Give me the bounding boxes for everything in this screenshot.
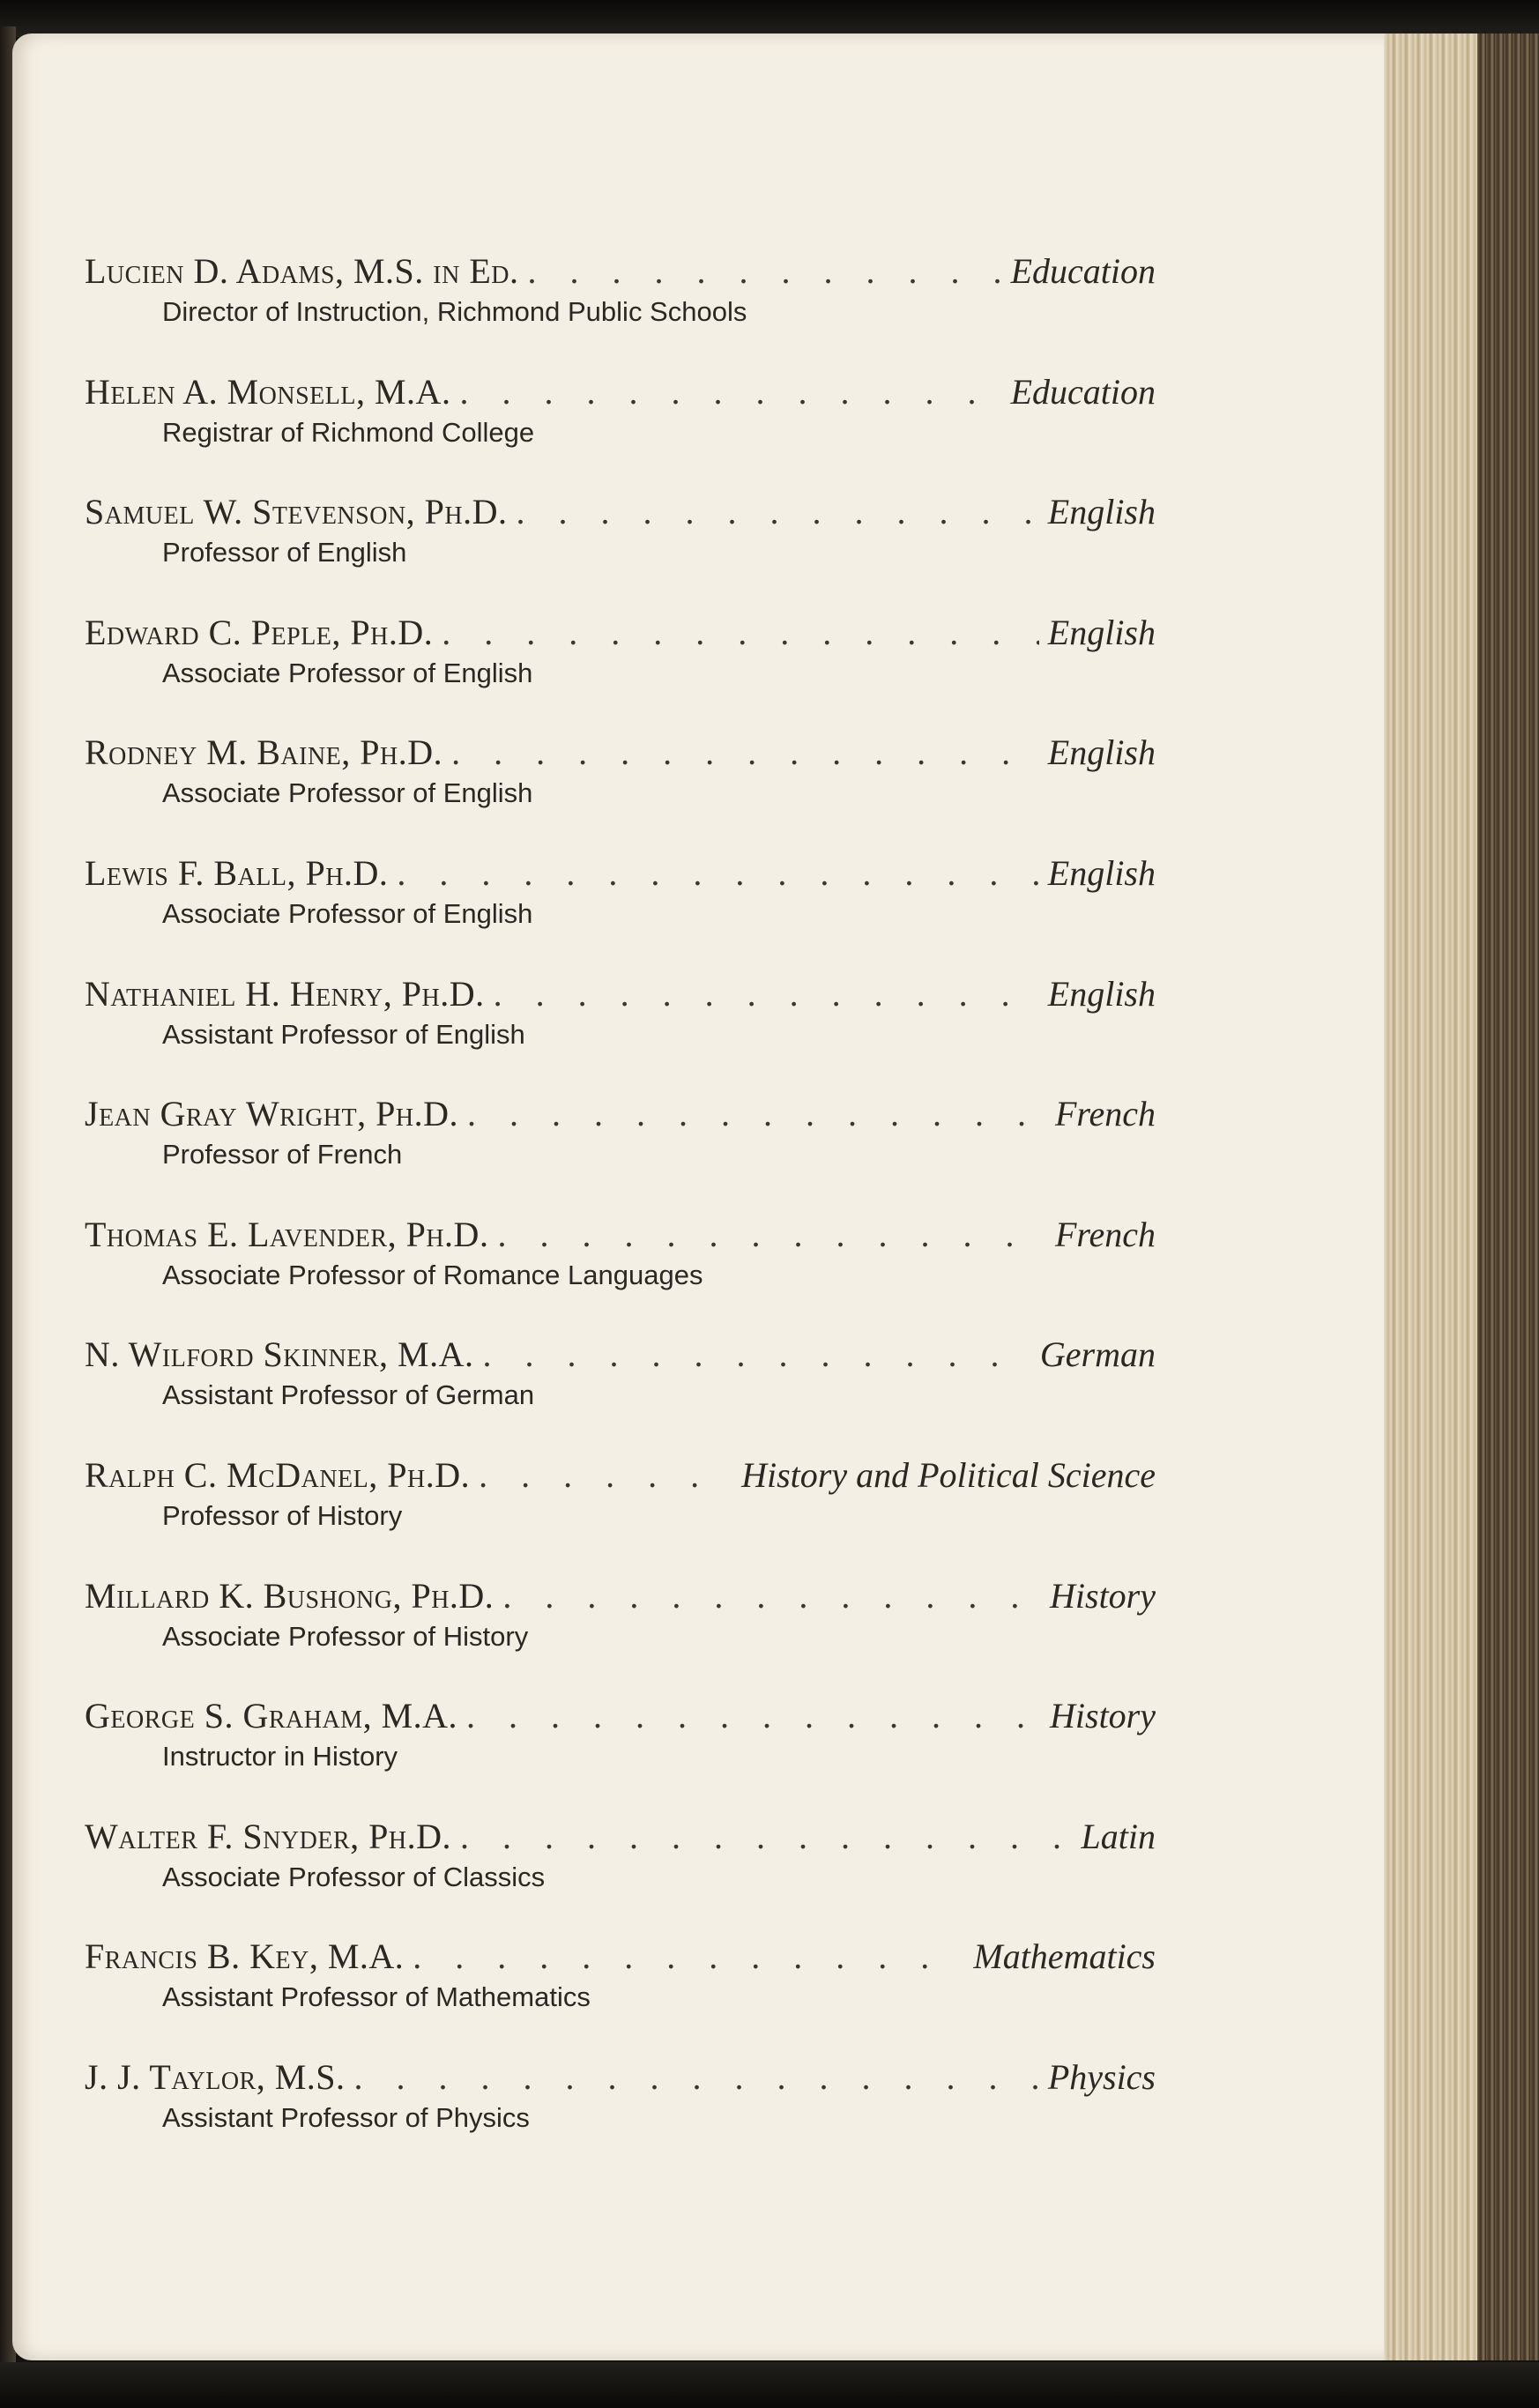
faculty-name: Samuel W. Stevenson, Ph.D. xyxy=(85,492,508,532)
faculty-name: Rodney M. Baine, Ph.D. xyxy=(85,732,443,773)
faculty-title: Professor of French xyxy=(162,1139,403,1171)
faculty-name: Edward C. Peple, Ph.D. xyxy=(85,612,434,652)
dot-leader xyxy=(451,730,1039,776)
dot-leader xyxy=(460,1814,1073,1860)
faculty-title: Assistant Professor of German xyxy=(162,1379,535,1411)
faculty-name: Ralph C. McDanel, Ph.D. xyxy=(85,1454,471,1495)
faculty-title: Associate Professor of English xyxy=(162,897,533,929)
faculty-title: Associate Professor of English xyxy=(162,657,533,688)
dot-leader xyxy=(527,249,1001,294)
faculty-entry xyxy=(85,971,1156,1092)
faculty-department: English xyxy=(1047,852,1156,893)
dot-leader xyxy=(483,1332,1031,1378)
faculty-department: French xyxy=(1054,1094,1156,1134)
faculty-name: J. J. Taylor, M.S. xyxy=(85,2056,346,2097)
dot-leader xyxy=(494,971,1039,1017)
dot-leader xyxy=(467,1091,1046,1137)
faculty-department: History and Political Science xyxy=(741,1454,1156,1495)
faculty-entry xyxy=(85,730,1156,851)
faculty-entry xyxy=(85,369,1156,490)
faculty-department: Education xyxy=(1010,371,1156,412)
faculty-entry xyxy=(85,1332,1156,1453)
faculty-title: Director of Instruction, Richmond Public Schools xyxy=(162,296,747,327)
faculty-entry xyxy=(85,1212,1156,1333)
faculty-title: Associate Professor of History xyxy=(162,1620,529,1652)
faculty-title: Assistant Professor of English xyxy=(162,1018,525,1050)
faculty-department: English xyxy=(1047,612,1156,652)
faculty-department: History xyxy=(1050,1696,1156,1736)
faculty-name: Nathaniel H. Henry, Ph.D. xyxy=(85,973,485,1014)
faculty-name: George S. Graham, M.A. xyxy=(85,1696,458,1736)
faculty-entry xyxy=(85,1573,1156,1694)
faculty-department: French xyxy=(1054,1214,1156,1254)
faculty-title: Professor of English xyxy=(162,537,407,569)
faculty-list xyxy=(85,249,1156,2175)
dot-leader xyxy=(354,2055,1039,2100)
scan-bottom-border xyxy=(0,2362,1539,2408)
faculty-entry xyxy=(85,1814,1156,1935)
faculty-department: Latin xyxy=(1081,1816,1156,1856)
dot-leader xyxy=(517,489,1039,535)
faculty-entry xyxy=(85,851,1156,971)
dot-leader xyxy=(413,1934,964,1980)
faculty-name: Lewis F. Ball, Ph.D. xyxy=(85,852,389,893)
dot-leader xyxy=(479,1453,732,1498)
faculty-name: Walter F. Snyder, Ph.D. xyxy=(85,1816,451,1856)
faculty-name: Lucien D. Adams, M.S. in Ed. xyxy=(85,251,519,291)
dot-leader xyxy=(502,1573,1041,1619)
faculty-title: Instructor in History xyxy=(162,1741,398,1773)
dot-leader xyxy=(466,1693,1041,1739)
faculty-name: Millard K. Bushong, Ph.D. xyxy=(85,1575,494,1616)
faculty-department: English xyxy=(1047,492,1156,532)
faculty-entry xyxy=(85,610,1156,731)
faculty-name: Francis B. Key, M.A. xyxy=(85,1936,405,1977)
faculty-name: Thomas E. Lavender, Ph.D. xyxy=(85,1214,489,1254)
faculty-entry xyxy=(85,489,1156,610)
faculty-title: Associate Professor of English xyxy=(162,777,533,809)
faculty-entry xyxy=(85,1934,1156,2055)
faculty-entry xyxy=(85,1453,1156,1573)
page-stack-edges xyxy=(1384,33,1539,2360)
faculty-department: English xyxy=(1047,973,1156,1014)
faculty-department: Physics xyxy=(1047,2056,1156,2097)
faculty-title: Assistant Professor of Physics xyxy=(162,2101,530,2133)
faculty-title: Assistant Professor of Mathematics xyxy=(162,1981,591,2013)
scan-top-border xyxy=(0,0,1539,37)
faculty-department: English xyxy=(1047,732,1156,773)
dot-leader xyxy=(459,369,1001,415)
faculty-entry xyxy=(85,2055,1156,2175)
dot-leader xyxy=(442,610,1039,656)
faculty-name: N. Wilford Skinner, M.A. xyxy=(85,1334,474,1375)
faculty-title: Associate Professor of Classics xyxy=(162,1861,546,1892)
faculty-department: German xyxy=(1039,1334,1156,1375)
faculty-department: History xyxy=(1050,1575,1156,1616)
faculty-entry xyxy=(85,1693,1156,1814)
faculty-department: Mathematics xyxy=(973,1936,1156,1977)
faculty-title: Professor of History xyxy=(162,1499,403,1531)
faculty-entry xyxy=(85,249,1156,369)
faculty-title: Associate Professor of Romance Languages xyxy=(162,1259,703,1290)
faculty-name: Helen A. Monsell, M.A. xyxy=(85,371,451,412)
faculty-entry xyxy=(85,1091,1156,1212)
faculty-title: Registrar of Richmond College xyxy=(162,416,535,448)
dot-leader xyxy=(397,851,1038,896)
faculty-department: Education xyxy=(1010,251,1156,291)
faculty-name: Jean Gray Wright, Ph.D. xyxy=(85,1094,458,1134)
dot-leader xyxy=(497,1212,1046,1258)
